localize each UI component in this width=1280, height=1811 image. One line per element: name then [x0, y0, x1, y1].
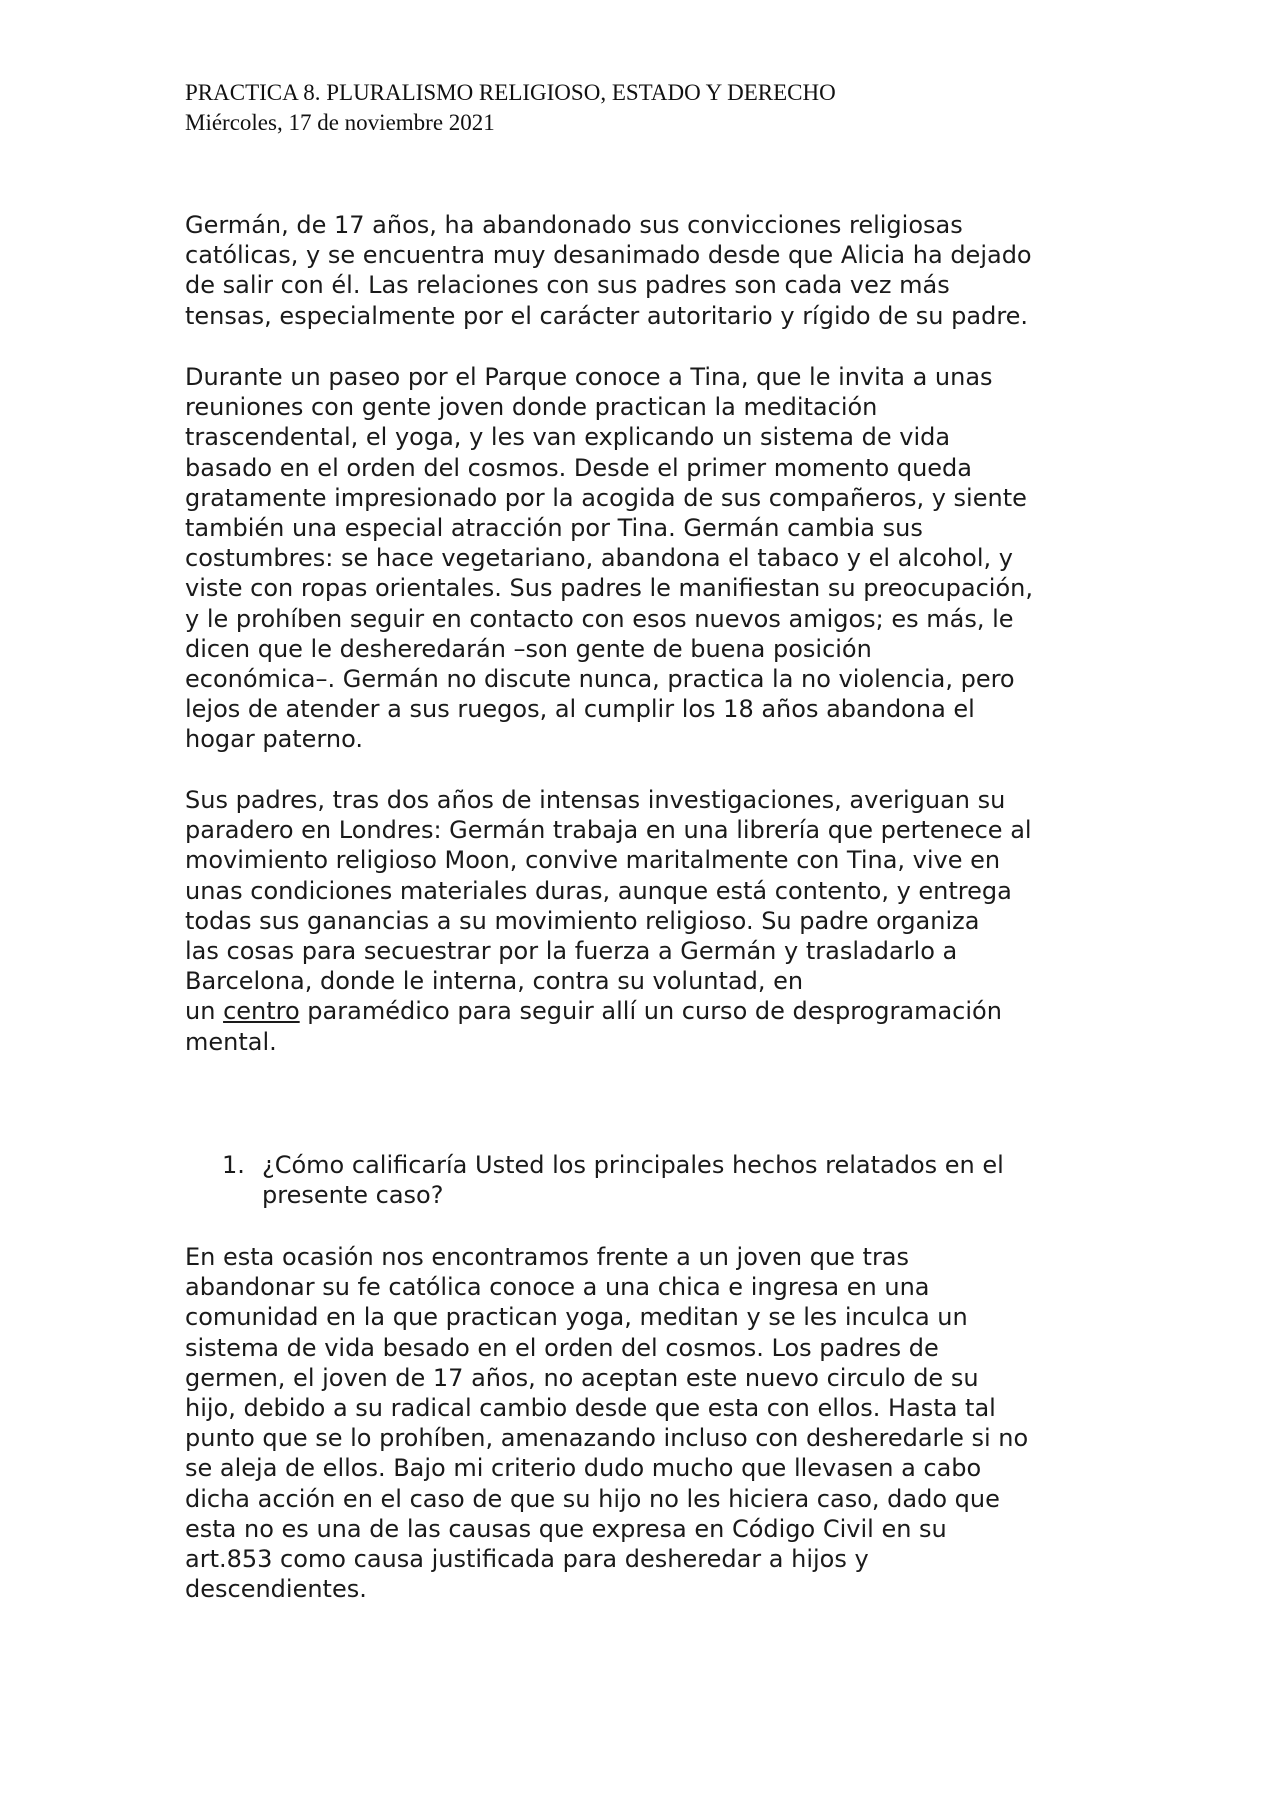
- text-line: hogar paterno.: [185, 725, 363, 754]
- document-title: PRACTICA 8. PLURALISMO RELIGIOSO, ESTADO Y DERECHO: [185, 80, 836, 105]
- question-number: 1.: [222, 1151, 245, 1179]
- text-line: comunidad en la que practican yoga, meditan y se les inculca un: [185, 1303, 968, 1332]
- text-line: abandonar su fe católica conoce a una chica e ingresa en una: [185, 1273, 930, 1302]
- answer-paragraph: [185, 1242, 1105, 1604]
- text-line: se aleja de ellos. Bajo mi criterio dudo mucho que llevasen a cabo: [185, 1454, 982, 1483]
- text-line: Durante un paseo por el Parque conoce a Tina, que le invita a unas: [185, 363, 993, 391]
- text-line: tensas, especialmente por el carácter autoritario y rígido de su padre.: [185, 301, 1029, 330]
- text-line: germen, el joven de 17 años, no aceptan este nuevo circulo de su: [185, 1363, 979, 1392]
- text-line: de salir con él. Las relaciones con sus padres son cada vez más: [185, 271, 950, 300]
- text-fragment: paramédico para seguir allí un curso de desprogramación: [299, 997, 1002, 1026]
- text-line: todas sus ganancias a su movimiento religioso. Su padre organiza: [185, 906, 980, 935]
- centro-link[interactable]: centro: [223, 997, 300, 1026]
- text-line: católicas, y se encuentra muy desanimado desde que Alicia ha dejado: [185, 241, 1032, 270]
- question-list-item: [222, 1150, 1102, 1210]
- text-line: esta no es una de las causas que expresa en Código Civil en su: [185, 1514, 947, 1543]
- text-line: paradero en Londres: Germán trabaja en una librería que pertenece al: [185, 816, 1032, 845]
- text-line: [185, 996, 1105, 1026]
- text-line: lejos de atender a sus ruegos, al cumplir los 18 años abandona el: [185, 695, 975, 724]
- text-line: dicha acción en el caso de que su hijo no les hiciera caso, dado que: [185, 1484, 1000, 1513]
- text-line: Sus padres, tras dos años de intensas investigaciones, averiguan su: [185, 786, 1006, 814]
- text-line: ¿Cómo calificaría Usted los principales hechos relatados en el: [262, 1151, 1004, 1179]
- text-line: unas condiciones materiales duras, aunque está contento, y entrega: [185, 876, 1012, 905]
- case-paragraph-1: [185, 210, 1105, 331]
- text-line: mental.: [185, 1027, 277, 1056]
- case-paragraph-3: [185, 785, 1105, 1057]
- text-line: viste con ropas orientales. Sus padres le manifiestan su preocupación,: [185, 574, 1033, 603]
- text-line: sistema de vida besado en el orden del cosmos. Los padres de: [185, 1333, 939, 1362]
- case-paragraph-2: [185, 362, 1105, 755]
- text-line: Germán, de 17 años, ha abandonado sus convicciones religiosas: [185, 211, 963, 239]
- text-line: trascendental, el yoga, y les van explicando un sistema de vida: [185, 423, 951, 452]
- text-line: punto que se lo prohíben, amenazando incluso con desheredarle si no: [185, 1424, 1029, 1453]
- text-line: y le prohíben seguir en contacto con esos nuevos amigos; es más, le: [185, 604, 1014, 633]
- text-line: también una especial atracción por Tina. Germán cambia sus: [185, 514, 923, 543]
- text-line: costumbres: se hace vegetariano, abandona el tabaco y el alcohol, y: [185, 544, 1013, 573]
- text-line: dicen que le desheredarán –son gente de buena posición: [185, 634, 872, 663]
- text-line: las cosas para secuestrar por la fuerza a Germán y trasladarlo a: [185, 937, 958, 966]
- text-line: art.853 como causa justificada para desheredar a hijos y: [185, 1545, 869, 1574]
- text-line: gratamente impresionado por la acogida de sus compañeros, y siente: [185, 483, 1027, 512]
- text-line: Barcelona, donde le interna, contra su voluntad, en: [185, 967, 804, 996]
- text-line: hijo, debido a su radical cambio desde que esta con ellos. Hasta tal: [185, 1394, 996, 1423]
- text-line: descendientes.: [185, 1575, 367, 1604]
- text-line: movimiento religioso Moon, convive maritalmente con Tina, vive en: [185, 846, 1001, 875]
- text-line: económica–. Germán no discute nunca, practica la no violencia, pero: [185, 665, 1015, 694]
- text-line: presente caso?: [262, 1181, 444, 1210]
- document-date: Miércoles, 17 de noviembre 2021: [185, 110, 495, 135]
- question-text: [262, 1150, 1102, 1210]
- text-fragment: un: [185, 997, 224, 1026]
- text-line: En esta ocasión nos encontramos frente a un joven que tras: [185, 1243, 910, 1271]
- document-header: [185, 78, 836, 138]
- text-line: reuniones con gente joven donde practican la meditación: [185, 393, 878, 422]
- text-line: basado en el orden del cosmos. Desde el primer momento queda: [185, 453, 972, 482]
